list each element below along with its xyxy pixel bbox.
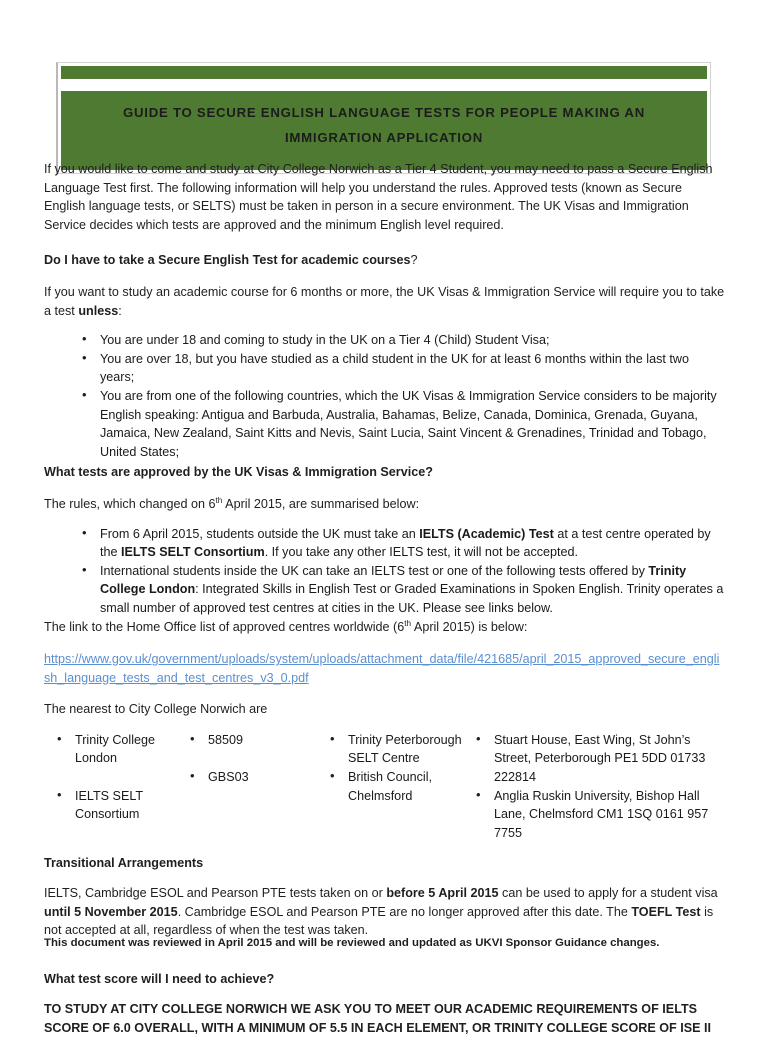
heading-test-score: What test score will I need to achieve? bbox=[44, 971, 275, 986]
heading-approved-tests: What tests are approved by the UK Visas & Immigration Service? bbox=[44, 465, 433, 480]
list-item: • 58509 bbox=[177, 731, 317, 750]
banner-top-rule bbox=[61, 66, 707, 79]
header-banner bbox=[56, 62, 711, 174]
link-lead-text-2: April 2015) is below: bbox=[411, 620, 528, 635]
list-item: • GBS03 bbox=[177, 768, 317, 787]
heading-academic-courses-text: Do I have to take a Secure English Test for academic courses bbox=[44, 253, 411, 268]
document-body bbox=[44, 160, 725, 1038]
intro-paragraph: If you would like to come and study at City College Norwich as a Tier 4 Student, you may need to pass a Secure English Language Test first. The following information will help you understand the rules. Approved tests (known as Secure English language tests, or SELTS) must be taken in person in a secure environment. The UK Visas and Immigration Service decides which tests are approved and the minimum English level required. bbox=[44, 162, 713, 232]
bullet1-text-2: at a test centre operated by the bbox=[100, 526, 711, 560]
transitional-bold-1: before 5 April 2015 bbox=[386, 886, 499, 900]
approved-centres-link[interactable]: https://www.gov.uk/government/uploads/system/uploads/attachment_data/file/421685/april_2015_approved_secure_english_language_tests_and_test_centres_v3_0.pdf bbox=[44, 652, 720, 685]
rules-text-2: April 2015, are summarised below: bbox=[222, 496, 420, 511]
list-item: • IELTS SELT Consortium bbox=[44, 787, 177, 824]
transitional-bold-3: TOEFL Test bbox=[631, 904, 701, 919]
list-item: • Trinity College London bbox=[44, 731, 177, 768]
document-footer-note: This document was reviewed in April 2015 and will be reviewed and updated as UKVI Sponsor Guidance changes. bbox=[44, 937, 660, 949]
address-list bbox=[463, 731, 725, 843]
transitional-bold-2: until 5 November 2015 bbox=[44, 904, 178, 919]
transitional-text-3: . Cambridge ESOL and Pearson PTE are no longer approved after this date. The bbox=[177, 904, 632, 919]
centres-column-code bbox=[177, 731, 317, 843]
centres-table bbox=[44, 731, 725, 843]
list-item: • You are over 18, but you have studied as a child student in the UK for at least 6 months within the last two years; bbox=[44, 350, 725, 387]
centres-column-provider bbox=[44, 731, 177, 843]
centres-column-name bbox=[317, 731, 463, 843]
link-lead-text-1: The link to the Home Office list of approved centres worldwide (6 bbox=[44, 620, 405, 635]
link-lead-ordinal-suffix: th bbox=[404, 619, 412, 629]
academic-lead-paragraph bbox=[44, 283, 725, 320]
rules-text-1: The rules, which changed on 6 bbox=[44, 496, 216, 511]
list-item: • You are from one of the following countries, which the UK Visas & Immigration Service considers to be majority English speaking: Antigua and Barbuda, Australia, Bahamas, Belize, Canada, Dominica, Grenada, Guyana, Jamaica, New Zealand, Saint Kitts and Nevis, Saint Lucia, Saint Vincent & Grenadines, Trinidad and Tobago, United States; bbox=[44, 387, 725, 461]
bullet1-bold-2: IELTS SELT Consortium bbox=[121, 545, 265, 560]
bullet2-bold-1: Trinity College London bbox=[100, 563, 687, 597]
transitional-text-1: IELTS, Cambridge ESOL and Pearson PTE tests taken on or bbox=[44, 886, 387, 900]
bullet2-text-1: International students inside the UK can take an IELTS test or one of the following tests offered by bbox=[100, 563, 649, 578]
academic-lead-unless: unless bbox=[78, 303, 119, 318]
bullet1-text-3: . If you take any other IELTS test, it will not be accepted. bbox=[264, 545, 579, 560]
nearest-centres-lead: The nearest to City College Norwich are bbox=[44, 702, 268, 717]
approved-tests-list bbox=[44, 525, 725, 618]
code-list bbox=[177, 731, 317, 787]
academic-lead-text-2: : bbox=[118, 303, 122, 318]
academic-lead-text-1: If you want to study an academic course for 6 months or more, the UK Visas & Immigration Service will require you to take a test bbox=[44, 284, 725, 318]
bullet2-text-2: : Integrated Skills in English Test or Graded Examinations in Spoken English. Trinity operates a small number of approved test centres at cities in the UK. Please see links below. bbox=[100, 582, 724, 615]
list-item: • Trinity Peterborough SELT Centre bbox=[317, 731, 463, 768]
list-item: • Stuart House, East Wing, St John’s Street, Peterborough PE1 5DD 01733 222814 bbox=[463, 731, 725, 787]
list-item: • You are under 18 and coming to study in the UK on a Tier 4 (Child) Student Visa; bbox=[44, 331, 725, 350]
list-item bbox=[44, 525, 725, 562]
test-score-statement: TO STUDY AT CITY COLLEGE NORWICH WE ASK YOU TO MEET OUR ACADEMIC REQUIREMENTS OF IELTS SCORE OF 6.0 OVERALL, WITH A MINIMUM OF 5.5 IN EACH ELEMENT, OR TRINITY COLLEGE SCORE OF ISE II bbox=[44, 1002, 712, 1035]
transitional-text-2: can be used to apply for a student visa bbox=[498, 886, 718, 900]
heading-academic-courses-qmark: ? bbox=[410, 253, 418, 268]
academic-exemptions-list bbox=[44, 331, 725, 461]
centres-column-address bbox=[463, 731, 725, 843]
heading-transitional-arrangements: Transitional Arrangements bbox=[44, 856, 204, 871]
bullet1-bold-1: IELTS (Academic) Test bbox=[419, 526, 554, 541]
centre-name-list bbox=[317, 731, 463, 805]
transitional-text-4: is not accepted at all, regardless of when the test was taken. bbox=[44, 904, 714, 938]
document-title: GUIDE TO SECURE ENGLISH LANGUAGE TESTS FOR PEOPLE MAKING AN IMMIGRATION APPLICATION bbox=[61, 91, 707, 170]
transitional-paragraph bbox=[44, 884, 725, 940]
list-item: • Anglia Ruskin University, Bishop Hall Lane, Chelmsford CM1 1SQ 0161 957 7755 bbox=[463, 787, 725, 843]
heading-academic-courses bbox=[44, 251, 725, 270]
bullet1-text-1: From 6 April 2015, students outside the UK must take an bbox=[100, 526, 420, 541]
home-office-link-paragraph bbox=[44, 650, 725, 687]
banner-spacer bbox=[61, 79, 707, 91]
provider-list bbox=[44, 731, 177, 824]
rules-changed-paragraph bbox=[44, 495, 725, 514]
rules-ordinal-suffix: th bbox=[215, 495, 223, 505]
list-item bbox=[44, 562, 725, 618]
home-office-link-lead bbox=[44, 618, 725, 637]
list-item: • British Council, Chelmsford bbox=[317, 768, 463, 805]
